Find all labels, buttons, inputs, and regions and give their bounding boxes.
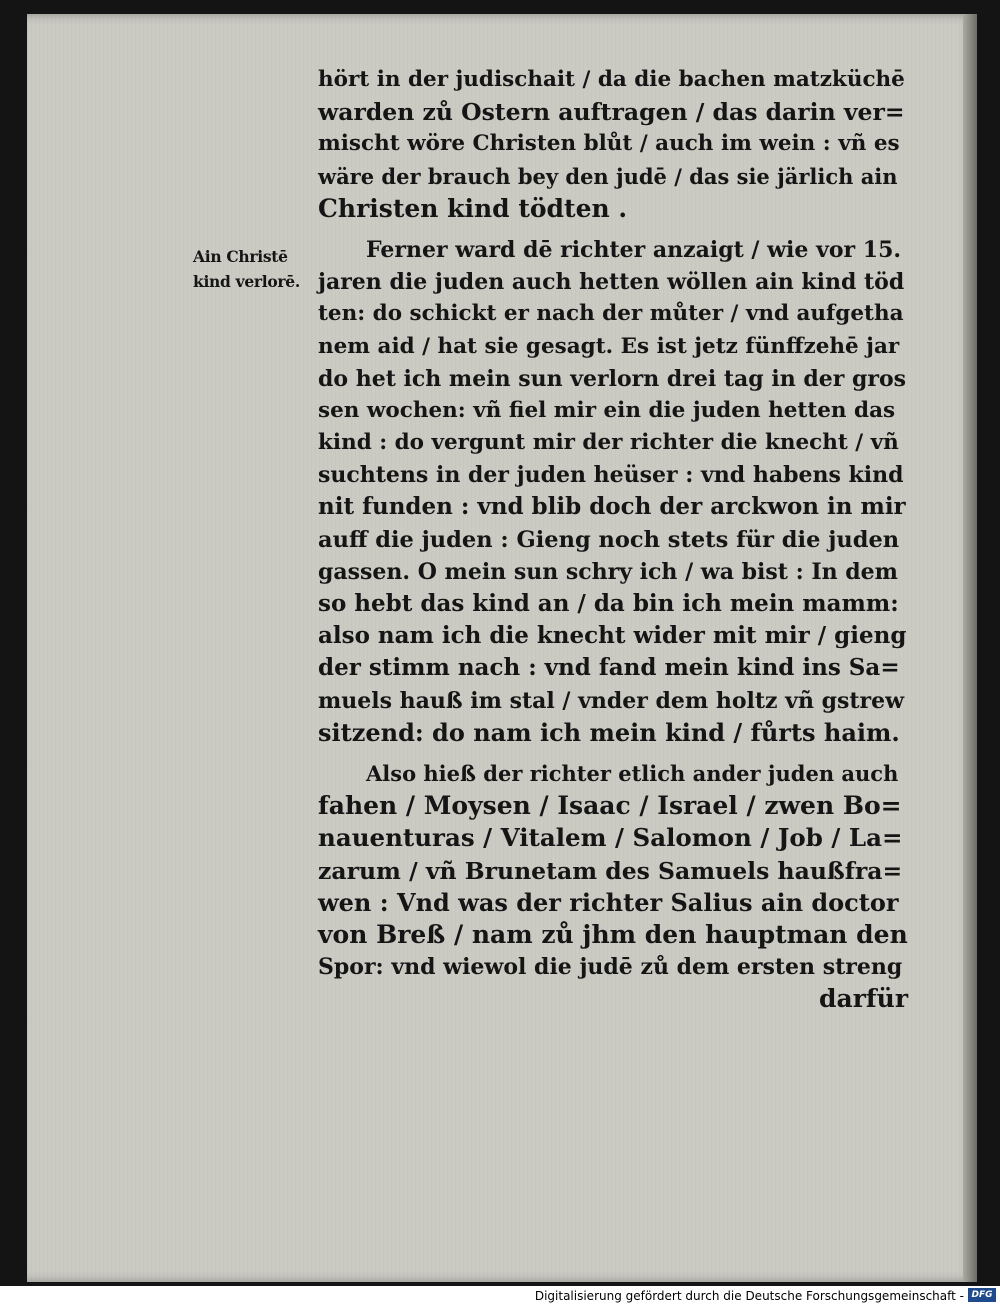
marginal-note-line: Ain Christē	[193, 247, 288, 266]
catchword: darfür	[819, 984, 908, 1014]
page-gutter-shadow	[963, 14, 977, 1282]
text-line: von Breß / nam zů jhm den hauptman den	[318, 919, 908, 949]
text-line: so hebt das kind an / da bin ich mein mamm:	[318, 590, 899, 617]
text-line: sitzend: do nam ich mein kind / fůrts haim.	[318, 717, 900, 747]
text-line: auff die juden : Gieng noch stets für die juden	[318, 526, 900, 553]
text-line: jaren die juden auch hetten wöllen ain kind töd	[318, 269, 905, 296]
text-line: muels hauß im stal / vnder dem holtz vñ gstrew	[318, 687, 905, 714]
text-line: wäre der brauch bey den judē / das sie järlich ain	[318, 163, 898, 189]
text-line: fahen / Moysen / Isaac / Israel / zwen Bo=	[318, 791, 902, 821]
text-line: Christen kind tödten .	[318, 193, 628, 223]
text-line: nauenturas / Vitalem / Salomon / Job / La=	[318, 823, 903, 853]
footer-credit: Digitalisierung gefördert durch die Deutsche Forschungsgemeinschaft -	[534, 1289, 964, 1303]
text-line: sen wochen: vñ fiel mir ein die juden hetten das	[318, 397, 896, 423]
marginal-note	[193, 244, 318, 294]
marginal-note-line: kind verlorē.	[193, 272, 300, 291]
text-line: do het ich mein sun verlorn drei tag in der gros	[318, 365, 907, 392]
text-line: nem aid / hat sie gesagt. Es ist jetz fünffzehē jar	[318, 333, 900, 359]
text-line: zarum / vñ Brunetam des Samuels haußfra=	[318, 856, 903, 885]
text-line: ten: do schickt er nach der můter / vnd aufgetha	[318, 301, 904, 327]
text-line: Also hieß der richter etlich ander juden auch	[366, 760, 899, 786]
text-line: gassen. O mein sun schry ich / wa bist : In dem	[318, 558, 898, 585]
paragraph-1	[318, 64, 908, 225]
text-line: nit funden : vnd blib doch der arckwon in mir	[318, 493, 906, 521]
paragraph-2	[318, 234, 908, 749]
text-line: Ferner ward dē richter anzaigt / wie vor 15.	[366, 236, 902, 263]
text-line: Spor: vnd wiewol die judē zů dem ersten streng	[318, 954, 903, 981]
paragraph-3	[318, 758, 908, 983]
text-line: suchtens in der juden heüser : vnd habens kind	[318, 462, 904, 489]
text-line: warden zů Ostern auftragen / das darin ver=	[318, 98, 905, 127]
text-line: mischt wöre Christen blůt / auch im wein : vñ es	[318, 131, 900, 157]
dfg-logo: DFG	[968, 1288, 996, 1302]
main-text-column	[318, 64, 908, 1015]
text-line: also nam ich die knecht wider mit mir / gieng	[318, 622, 907, 650]
text-line: der stimm nach : vnd fand mein kind ins Sa=	[318, 654, 900, 682]
text-line: kind : do vergunt mir der richter die knecht / vñ	[318, 430, 899, 456]
text-line: hört in der judischait / da die bachen matzküchē	[318, 67, 905, 92]
text-line: wen : Vnd was der richter Salius ain doctor	[318, 887, 899, 917]
